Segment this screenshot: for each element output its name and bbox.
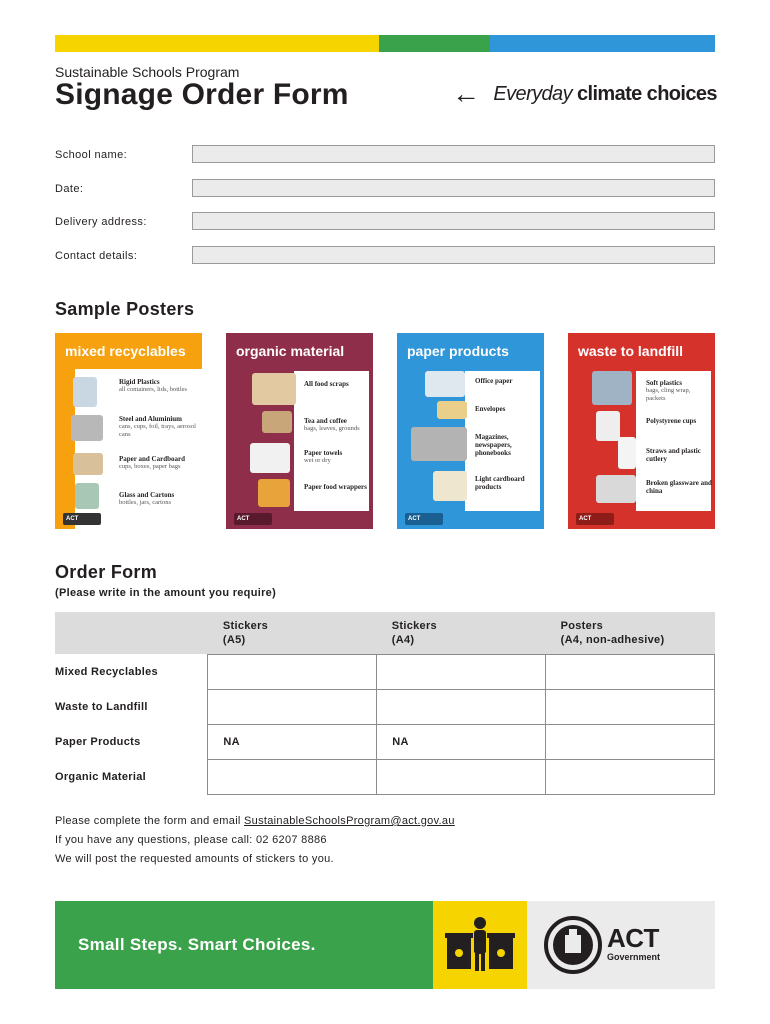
organic-material-posters-cell[interactable] [546, 759, 715, 794]
poster-act-logo: ACT [63, 513, 101, 525]
poster-item-name: Light cardboard products [475, 475, 525, 492]
contact-details-label: Contact details: [55, 250, 138, 262]
program-name: Sustainable Schools Program [55, 64, 240, 80]
poster-title: mixed recyclables [55, 333, 202, 369]
yellow-bar-segment [55, 35, 379, 52]
polystyrene-cup-illustration [596, 411, 620, 441]
poster-item-name: Paper and Cardboard [119, 455, 185, 463]
column-header-stickers-a5 [208, 612, 377, 654]
table-header-row [55, 612, 715, 654]
brand-bold: climate choices [576, 82, 717, 105]
magazines-illustration [411, 427, 467, 461]
paper-products-stickers-a4-cell: NA [377, 724, 546, 759]
poster-act-logo: ACT [234, 513, 272, 525]
waste-to-landfill-stickers-a4-cell[interactable] [377, 689, 546, 724]
footer-bin-panel [433, 901, 527, 989]
poster-item-name: Rigid Plastics [119, 378, 160, 386]
column-header-stickers-a4 [377, 612, 546, 654]
poster-item-detail: wet or dry [304, 457, 331, 465]
waste-to-landfill-posters-cell[interactable] [546, 689, 715, 724]
paper-towel-illustration [250, 443, 290, 473]
footer-banner [55, 901, 715, 989]
paper-products-stickers-a5-cell: NA [208, 724, 377, 759]
poster-item-name: Office paper [475, 377, 513, 385]
column-header-line2: (A4, non-adhesive) [560, 634, 665, 647]
left-arrow-icon: ← [452, 78, 480, 109]
poster-item-detail: cans, cups, foil, trays, aerosol cans [119, 423, 196, 438]
table-row [55, 689, 715, 724]
poster-item-name: Envelopes [475, 405, 506, 413]
poster-item-name: All food scraps [304, 380, 349, 388]
can-illustration [71, 415, 103, 441]
blue-bar-segment [490, 35, 715, 52]
brand-light: Everyday [493, 82, 572, 105]
sample-posters-heading: Sample Posters [55, 299, 195, 319]
cutlery-illustration [618, 437, 636, 469]
food-scraps-illustration [252, 373, 296, 405]
cardboard-illustration [433, 471, 467, 501]
poster-item-detail: all containers, lids, bottles [119, 386, 188, 394]
mixed-recyclables-stickers-a5-cell[interactable] [208, 654, 377, 689]
phone-instruction: If you have any questions, please call: 02 6207 8886 [55, 834, 327, 846]
poster-title: waste to landfill [578, 343, 684, 359]
poster-item-name: Polystyrene cups [646, 417, 697, 425]
broken-glass-illustration [596, 475, 636, 503]
glass-illustration [75, 483, 99, 509]
order-table [55, 612, 715, 795]
postage-note: We will post the requested amounts of stickers to you. [55, 853, 334, 865]
act-logo-text: ACT [607, 923, 659, 953]
act-crest-icon [543, 915, 603, 975]
plastic-bottle-illustration [73, 377, 97, 407]
poster-item-detail: cups, boxes, paper bags [119, 463, 181, 471]
fries-illustration [258, 479, 290, 507]
column-header-line1: Stickers [222, 620, 269, 632]
email-link[interactable]: SustainableSchoolsProgram@act.gov.au [244, 815, 455, 827]
column-header-line1: Stickers [391, 620, 437, 632]
contact-details-field[interactable] [192, 246, 715, 264]
poster-paper-products [397, 333, 544, 529]
poster-item-name: Straws and plastic cutlery [646, 447, 701, 464]
poster-item-name: Broken glassware and china [646, 479, 712, 496]
poster-item-name: Glass and Cartons [119, 491, 175, 499]
table-row [55, 724, 715, 759]
act-logo-subtext: Government [607, 952, 661, 962]
poster-act-logo: ACT [405, 513, 443, 525]
poster-waste-to-landfill [568, 333, 715, 529]
row-label-waste-to-landfill: Waste to Landfill [55, 700, 148, 713]
poster-mixed-recyclables [55, 333, 202, 529]
office-paper-illustration [425, 371, 465, 397]
date-field[interactable] [192, 179, 715, 197]
header-color-bar [55, 35, 715, 52]
order-instruction: (Please write in the amount you require) [55, 587, 277, 599]
mixed-recyclables-posters-cell[interactable] [546, 654, 715, 689]
poster-item-detail: bottles, jars, cartons [119, 499, 171, 507]
school-name-label: School name: [55, 149, 128, 161]
table-row [55, 654, 715, 689]
email-instruction-text: Please complete the form and email [55, 815, 245, 827]
delivery-address-field[interactable] [192, 212, 715, 230]
poster-item-name: Steel and Aluminium [119, 415, 183, 423]
poster-item-name: Soft plastics [646, 379, 682, 387]
poster-act-logo: ACT [576, 513, 614, 525]
waste-to-landfill-stickers-a5-cell[interactable] [208, 689, 377, 724]
date-label: Date: [55, 183, 84, 195]
email-instruction [55, 815, 455, 827]
row-label-organic-material: Organic Material [55, 770, 146, 783]
column-header-line2: (A5) [222, 634, 246, 647]
organic-material-stickers-a5-cell[interactable] [208, 759, 377, 794]
footer-tagline: Small Steps. Smart Choices. [55, 901, 433, 989]
poster-title: paper products [407, 343, 509, 359]
soft-plastics-illustration [592, 371, 632, 405]
poster-item-name: Magazines, newspapers, phonebooks [475, 433, 512, 458]
poster-item-name: Paper towels [304, 449, 343, 457]
table-header-blank [55, 612, 208, 654]
person-recycling-icon [433, 901, 527, 989]
paper-products-posters-cell[interactable] [546, 724, 715, 759]
poster-organic-material [226, 333, 373, 529]
poster-item-detail: bags, cling wrap, packets [646, 387, 691, 402]
column-header-posters-a4 [546, 612, 715, 654]
envelope-illustration [437, 401, 467, 419]
poster-item-name: Tea and coffee [304, 417, 347, 425]
row-label-paper-products: Paper Products [55, 735, 141, 748]
school-name-field[interactable] [192, 145, 715, 163]
poster-item-name: Paper food wrappers [304, 483, 367, 491]
organic-material-stickers-a4-cell[interactable] [377, 759, 546, 794]
mixed-recyclables-stickers-a4-cell[interactable] [377, 654, 546, 689]
carton-illustration [73, 453, 103, 475]
brand-slogan [452, 80, 717, 108]
delivery-address-label: Delivery address: [55, 216, 147, 228]
tea-bag-illustration [262, 411, 292, 433]
order-form-heading: Order Form [55, 562, 158, 582]
column-header-line2: (A4) [391, 634, 415, 647]
page-title: Signage Order Form [55, 78, 349, 111]
poster-title: organic material [236, 343, 345, 359]
footer-logo-panel [527, 901, 715, 989]
poster-item-detail: bags, leaves, grounds [304, 425, 360, 433]
row-label-mixed-recyclables: Mixed Recyclables [55, 665, 158, 678]
green-bar-segment [379, 35, 490, 52]
table-row [55, 759, 715, 794]
column-header-line1: Posters [560, 620, 604, 632]
